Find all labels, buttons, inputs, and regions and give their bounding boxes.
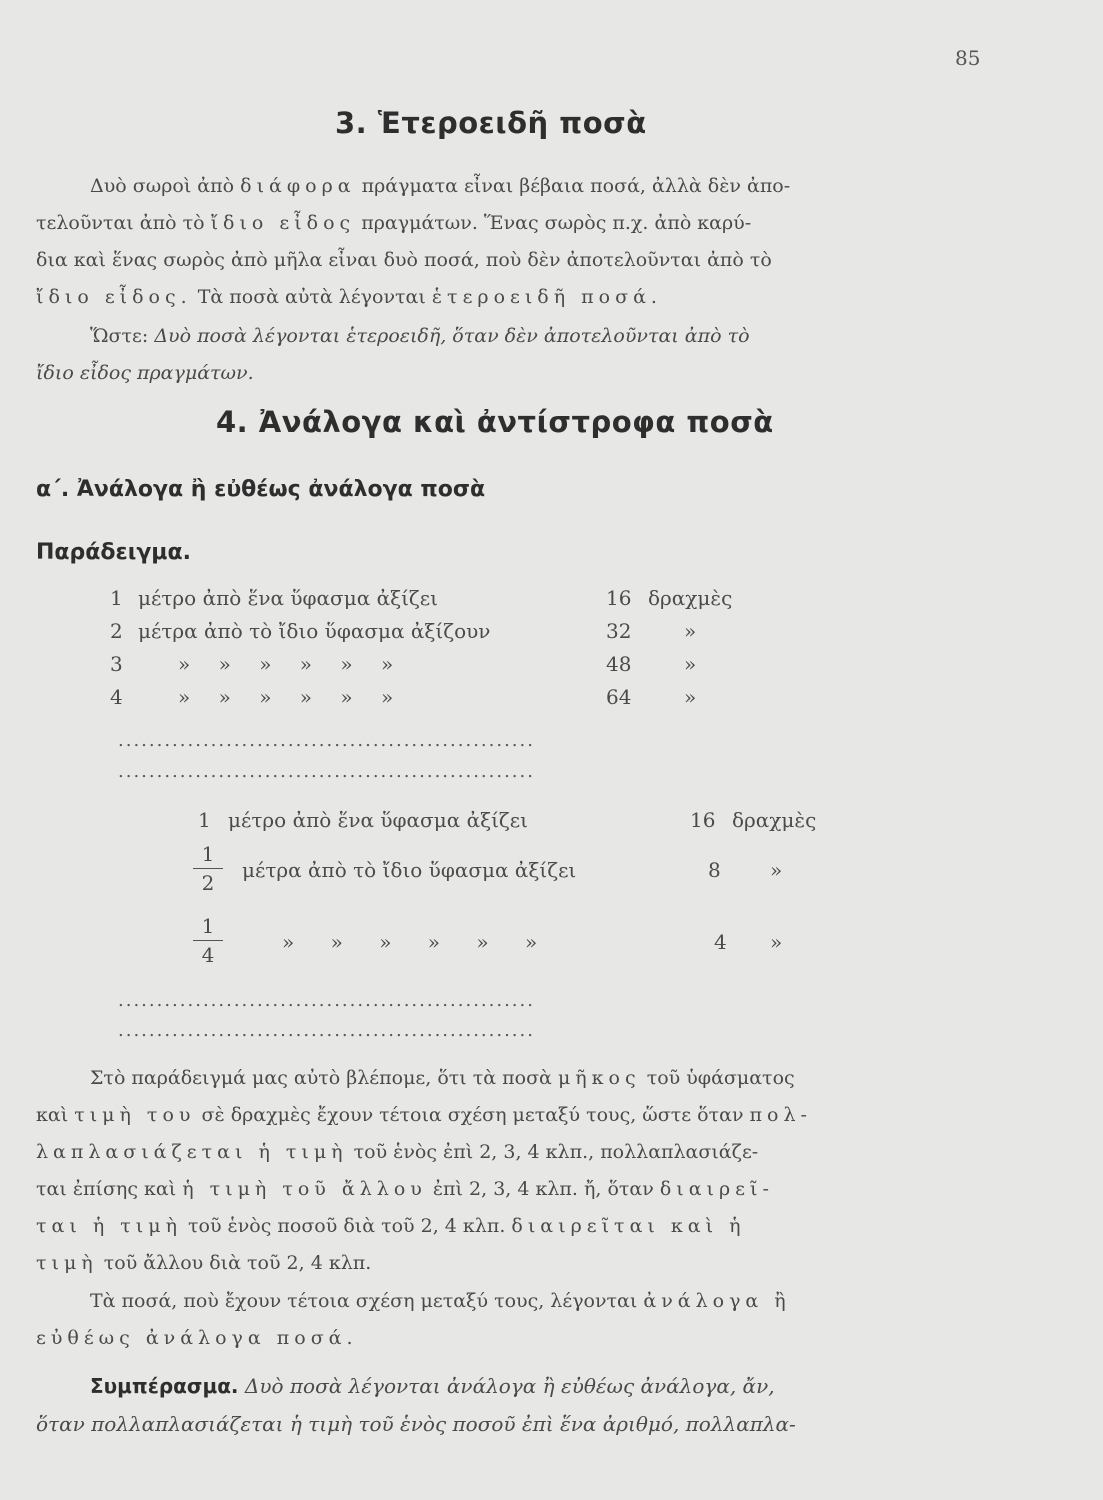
denominator: 4 xyxy=(201,943,215,967)
spaced-text: τιμὴ xyxy=(36,1252,98,1274)
spaced-text: ἀνάλογα ἢ xyxy=(643,1290,791,1312)
paragraph-line xyxy=(36,1134,758,1171)
table-row-desc: μέτρα ἀπὸ τὸ ἴδιο ὕφασμα ἀξίζουν xyxy=(138,619,491,643)
paragraph-line xyxy=(36,1097,812,1134)
denominator: 2 xyxy=(201,871,215,895)
dotted-leader: ...................................................... xyxy=(118,761,535,782)
table-row-price: 4 xyxy=(714,930,727,954)
paragraph-line: δια καὶ ἕνας σωρὸς ἀπὸ μῆλα εἶναι δυὸ ποσά, ποὺ δὲν ἀποτελοῦνται ἀπὸ τὸ xyxy=(36,249,772,271)
numerator: 1 xyxy=(201,842,215,866)
table-row-price: 64 xyxy=(606,685,632,709)
spaced-text: ἴδιο εἶδος xyxy=(210,212,356,234)
text-run: πράγματα εἶναι βέβαια ποσά, ἀλλὰ δὲν ἀπο- xyxy=(361,175,791,197)
table-row-qty: 2 xyxy=(110,619,123,643)
numerator: 1 xyxy=(201,914,215,938)
conclusion-label: Συμπέρασμα. xyxy=(90,1374,239,1398)
table-row-price: 8 xyxy=(708,858,721,882)
text-run: καὶ xyxy=(36,1104,69,1126)
text-run: σὲ δραχμὲς ἔχουν τέτοια σχέση μεταξύ τους, ὥστε ὅταν xyxy=(201,1104,744,1126)
fraction-one-quarter xyxy=(193,914,223,967)
table-row-unit: » xyxy=(684,652,697,676)
spaced-text: εὐθέως ἀνάλογα ποσά. xyxy=(36,1327,358,1349)
text-run: Τὰ ποσά, ποὺ ἔχουν τέτοια σχέση μεταξύ τους, λέγονται xyxy=(90,1290,638,1312)
table-row-qty: 1 xyxy=(198,808,211,832)
italic-text: Δυὸ ποσὰ λέγονται ἀνάλογα ἢ εὐθέως ἀνάλογα, ἄν, xyxy=(244,1374,775,1398)
fraction-bar xyxy=(193,940,223,941)
table-row-unit: δραχμὲς xyxy=(648,586,733,610)
paragraph-line xyxy=(36,205,751,242)
paragraph-line xyxy=(36,279,662,316)
table-row-unit: » xyxy=(770,858,783,882)
dotted-leader: ...................................................... xyxy=(118,1020,535,1041)
paragraph-line xyxy=(36,1320,358,1357)
table-row-desc: » » » » » » xyxy=(178,685,394,709)
table-row-desc: μέτρο ἀπὸ ἕνα ὕφασμα ἀξίζει xyxy=(228,808,528,832)
page-number: 85 xyxy=(955,46,981,70)
table-row-unit: » xyxy=(770,930,783,954)
conclusion-line xyxy=(90,1368,775,1405)
paragraph-line xyxy=(36,1171,774,1208)
paragraph-line xyxy=(90,1283,791,1320)
table-row-desc: » » » » » » xyxy=(178,652,394,676)
spaced-text: διάφορα xyxy=(240,175,356,197)
text-run: ται ἐπίσης καὶ xyxy=(36,1178,177,1200)
table-row-desc: μέτρο ἀπὸ ἕνα ὕφασμα ἀξίζει xyxy=(138,586,438,610)
fraction-bar xyxy=(193,868,223,869)
text-run: Τὰ ποσὰ αὐτὰ λέγονται xyxy=(197,286,426,308)
paragraph-line xyxy=(90,168,790,205)
italic-text: Δυὸ ποσὰ λέγονται ἑτεροειδῆ, ὅταν δὲν ἀποτελοῦνται ἀπὸ τὸ xyxy=(154,325,750,347)
subsection-title: α΄. Ἀνάλογα ἢ εὐθέως ἀνάλογα ποσὰ xyxy=(36,477,486,502)
section-3-title: 3. Ἑτεροειδῆ ποσὰ xyxy=(335,106,647,140)
table-row-price: 48 xyxy=(606,652,632,676)
table-row-unit: » xyxy=(684,685,697,709)
text-run: τοῦ ὑφάσματος xyxy=(646,1067,795,1089)
table-row-desc: μέτρα ἀπὸ τὸ ἴδιο ὕφασμα ἀξίζει xyxy=(242,858,577,882)
text-run: Δυὸ σωροὶ ἀπὸ xyxy=(90,175,235,197)
paragraph-line xyxy=(36,1208,745,1245)
text-run: ἐπὶ 2, 3, 4 κλπ. ἤ, ὅταν xyxy=(432,1178,654,1200)
paragraph-line xyxy=(90,318,750,355)
example-label: Παράδειγμα. xyxy=(36,540,191,565)
spaced-text: λαπλασιάζεται ἡ τιμὴ xyxy=(36,1141,348,1163)
text-run: Στὸ παράδειγμά μας αὐτὸ βλέπομε, ὅτι τὰ ποσὰ xyxy=(90,1067,552,1089)
table-row-unit: » xyxy=(684,619,697,643)
table-row-price: 32 xyxy=(606,619,632,643)
table-row-qty: 3 xyxy=(110,652,123,676)
text-run: τοῦ ἑνὸς ποσοῦ διὰ τοῦ 2, 4 κλπ. xyxy=(188,1215,506,1237)
table-row-unit: δραχμὲς xyxy=(732,808,817,832)
table-row-desc: » » » » » » xyxy=(282,930,538,954)
spaced-text: ἴδιο εἶδος. xyxy=(36,286,192,308)
text-run: τοῦ ἑνὸς ἐπὶ 2, 3, 4 κλπ., πολλαπλασιάζε- xyxy=(353,1141,759,1163)
spaced-text: ἑτεροειδῆ ποσά. xyxy=(431,286,662,308)
paragraph-line: ἴδιο εἶδος πραγμάτων. xyxy=(36,362,254,384)
fraction-one-half xyxy=(193,842,223,895)
conclusion-line: ὅταν πολλαπλασιάζεται ἡ τιμὴ τοῦ ἑνὸς ποσοῦ ἐπὶ ἕνα ἀριθμό, πολλαπλα- xyxy=(36,1412,796,1436)
table-row-price: 16 xyxy=(690,808,716,832)
spaced-text: τιμὴ του xyxy=(74,1104,196,1126)
spaced-text: διαιρεῖ- xyxy=(659,1178,774,1200)
table-row-price: 16 xyxy=(606,586,632,610)
spaced-text: ἡ τιμὴ τοῦ ἄλλου xyxy=(182,1178,427,1200)
text-run: Ὥστε: xyxy=(90,325,149,347)
text-run: τοῦ ἄλλου διὰ τοῦ 2, 4 κλπ. xyxy=(103,1252,372,1274)
spaced-text: πολ- xyxy=(749,1104,812,1126)
paragraph-line xyxy=(36,1245,371,1282)
section-4-title: 4. Ἀνάλογα καὶ ἀντίστροφα ποσὰ xyxy=(216,405,774,439)
table-row-qty: 1 xyxy=(110,586,123,610)
spaced-text: διαιρεῖται καὶ ἡ xyxy=(511,1215,746,1237)
spaced-text: μῆκος xyxy=(557,1067,641,1089)
paragraph-line xyxy=(90,1060,795,1097)
dotted-leader: ...................................................... xyxy=(118,730,535,751)
text-run: τελοῦνται ἀπὸ τὸ xyxy=(36,212,205,234)
table-row-qty: 4 xyxy=(110,685,123,709)
text-run: πραγμάτων. Ἕνας σωρὸς π.χ. ἀπὸ καρύ- xyxy=(361,212,752,234)
spaced-text: ται ἡ τιμὴ xyxy=(36,1215,182,1237)
dotted-leader: ...................................................... xyxy=(118,990,535,1011)
